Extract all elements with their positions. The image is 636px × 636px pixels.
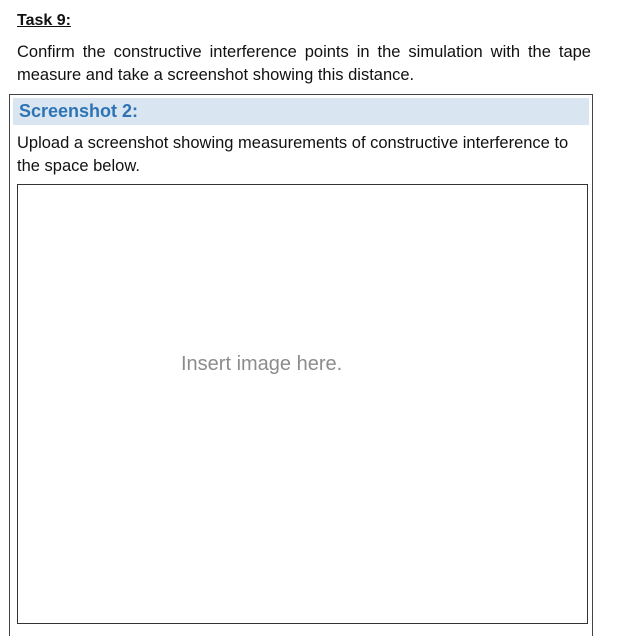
image-placeholder-text: Insert image here. <box>181 353 343 375</box>
screenshot-title: Screenshot 2: <box>19 101 139 121</box>
task-instructions: Confirm the constructive interference points in the simulation with the tape measure and take a screenshot showing this distance. <box>17 43 591 84</box>
image-placeholder[interactable] <box>17 184 588 624</box>
screenshot-instructions: Upload a screenshot showing measurements of constructive interference to the space below. <box>17 134 569 175</box>
screenshot-section <box>9 94 593 636</box>
task-heading: Task 9: <box>17 12 71 29</box>
screenshot-title-bar <box>13 98 589 125</box>
